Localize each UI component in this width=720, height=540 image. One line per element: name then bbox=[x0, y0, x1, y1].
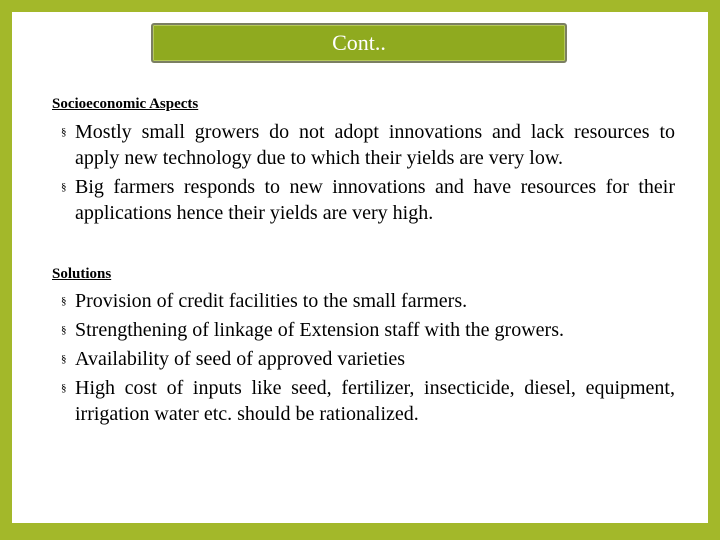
list-item bbox=[61, 346, 675, 372]
list-item bbox=[61, 174, 675, 226]
bullet-marker-icon: § bbox=[61, 181, 67, 193]
bullet-marker-icon: § bbox=[61, 353, 67, 365]
section-heading-solutions: Solutions bbox=[52, 266, 112, 282]
list-item bbox=[61, 119, 675, 171]
list-item bbox=[61, 317, 675, 343]
bullet-text: Strengthening of linkage of Extension staff with the growers. bbox=[75, 319, 564, 341]
list-item bbox=[61, 375, 675, 427]
slide bbox=[12, 12, 708, 523]
bullet-marker-icon: § bbox=[61, 126, 67, 138]
bullet-marker-icon: § bbox=[61, 382, 67, 394]
section-heading-socioeconomic: Socioeconomic Aspects bbox=[52, 96, 199, 112]
list-item bbox=[61, 288, 675, 314]
bullet-list-socioeconomic bbox=[61, 119, 675, 229]
bullet-marker-icon: § bbox=[61, 295, 67, 307]
bullet-list-solutions bbox=[61, 288, 675, 430]
bullet-text: Availability of seed of approved varieties bbox=[75, 348, 406, 370]
title-bar bbox=[151, 23, 567, 63]
slide-title: Cont.. bbox=[332, 30, 386, 55]
bullet-marker-icon: § bbox=[61, 324, 67, 336]
bullet-text: Big farmers responds to new innovations and have resources for their applications hence their yields are very high. bbox=[75, 176, 675, 224]
bullet-text: Mostly small growers do not adopt innovations and lack resources to apply new technology due to which their yields are very low. bbox=[75, 121, 675, 169]
bullet-text: Provision of credit facilities to the small farmers. bbox=[75, 290, 468, 312]
bullet-text: High cost of inputs like seed, fertilizer, insecticide, diesel, equipment, irrigation water etc. should be rationalized. bbox=[75, 377, 675, 425]
